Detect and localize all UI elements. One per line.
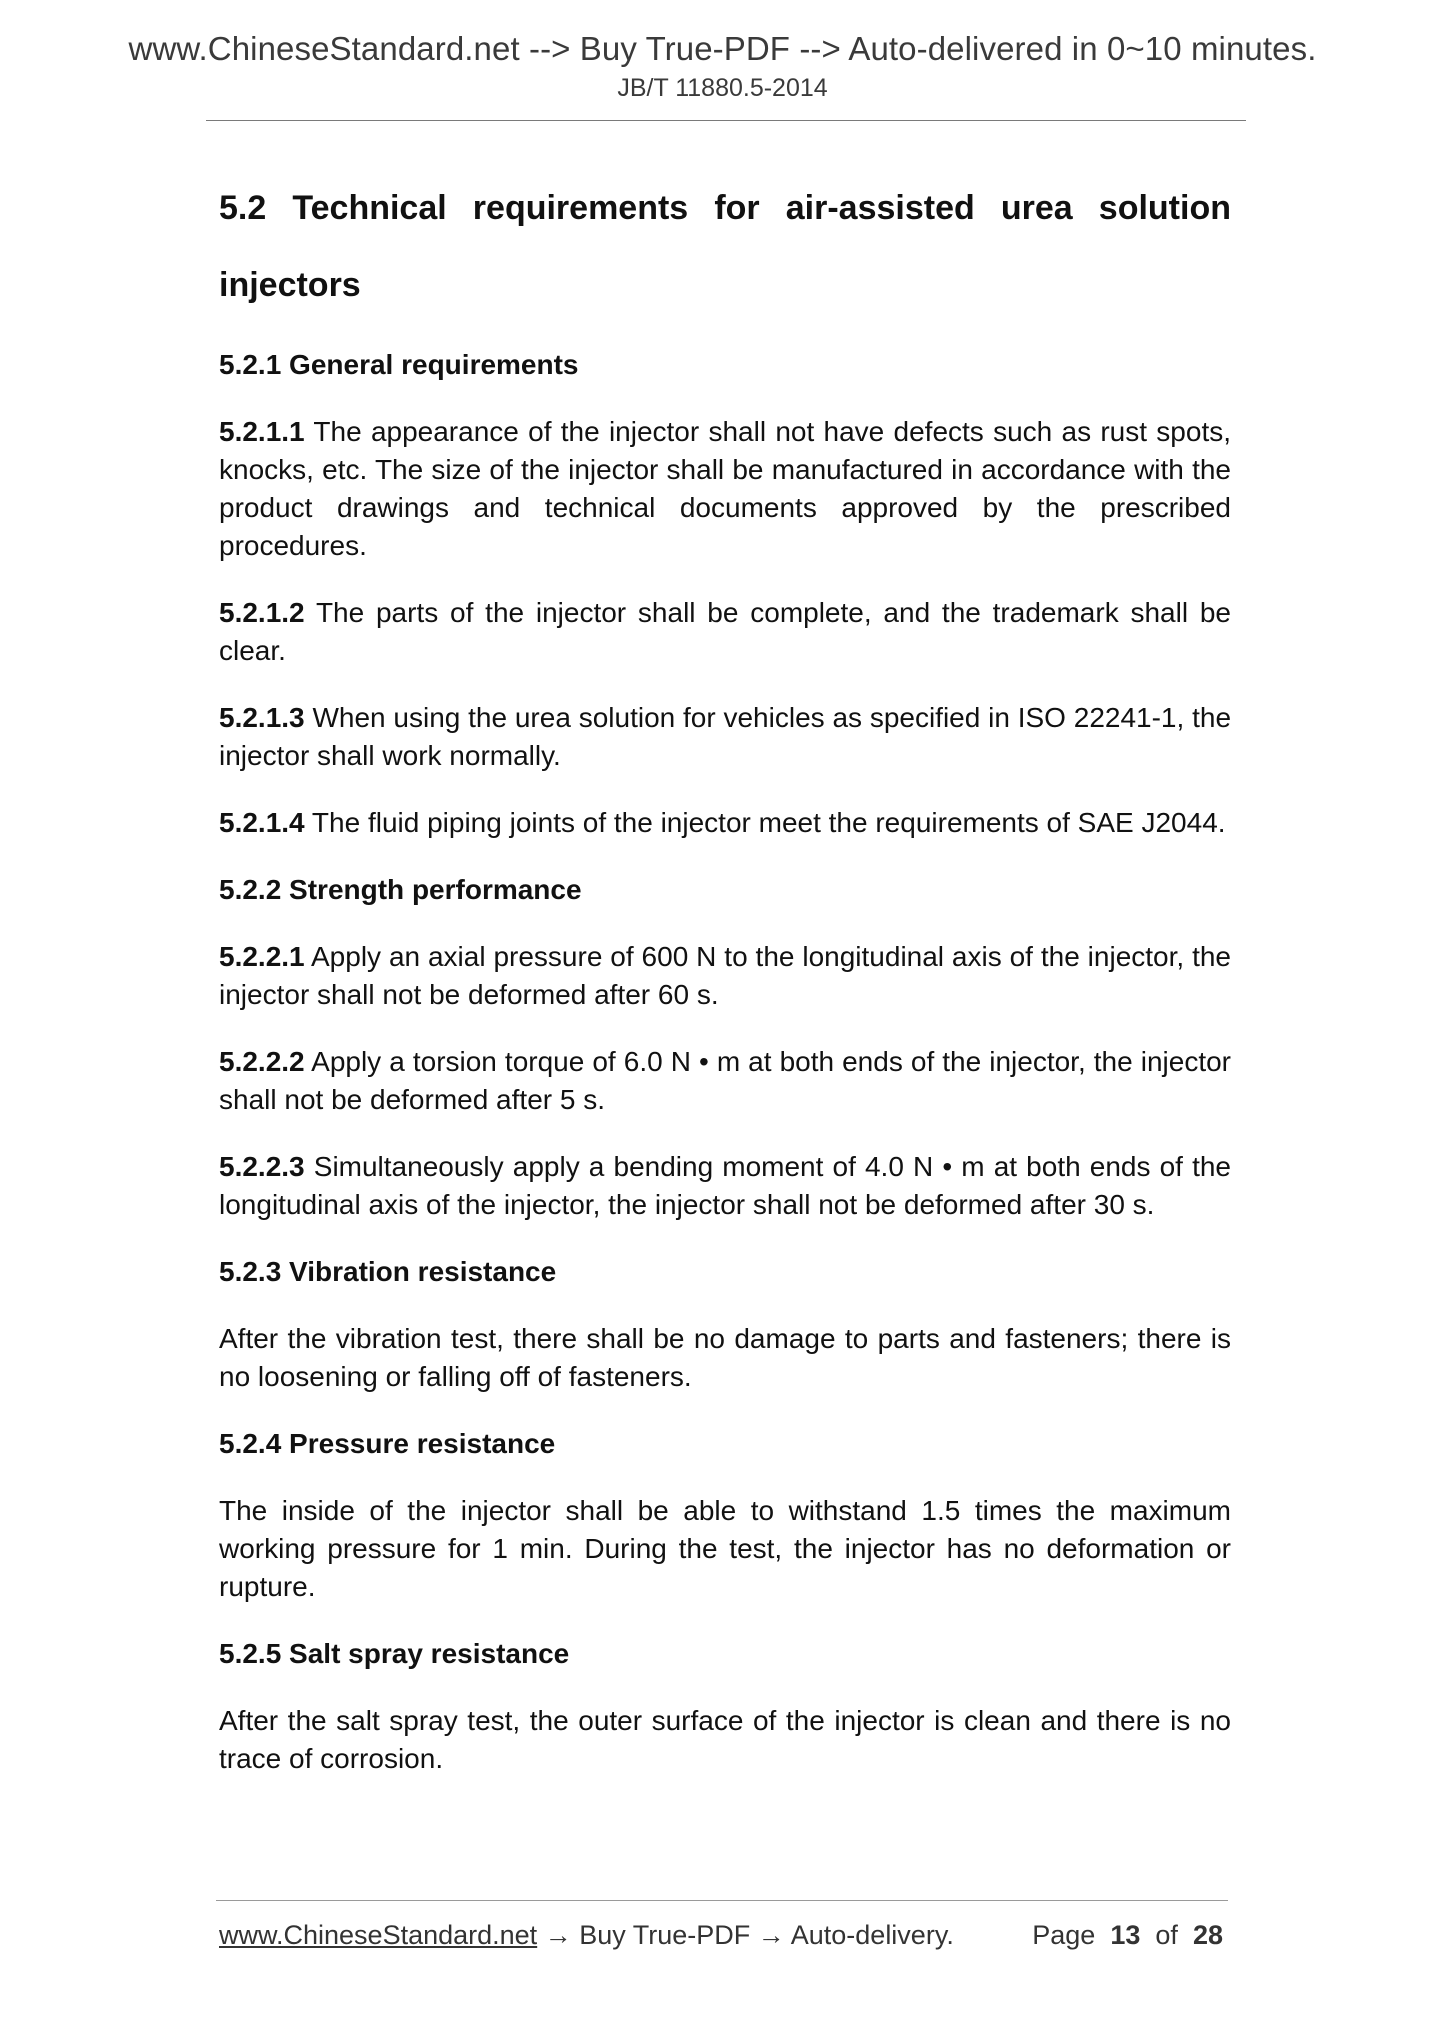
clause-text: The fluid piping joints of the injector meet the requirements of SAE J2044. [311,807,1226,838]
top-banner: www.ChineseStandard.net --> Buy True-PDF --> Auto-delivered in 0~10 minutes. [128,30,1317,67]
page-indicator [1032,1920,1223,1951]
clause-number: 5.2.2.3 [219,1151,305,1182]
section-title: 5.2 Technical requirements for air-assisted urea solution injectors [219,189,1231,304]
footer-divider [216,1900,1228,1901]
clause-text: When using the urea solution for vehicles as specified in ISO 22241-1, the injector shall work normally. [219,702,1232,771]
clause-text: Simultaneously apply a bending moment of 4.0 N • m at both ends of the longitudinal axis of the injector, the injector shall not be deformed after 30 s. [219,1151,1232,1220]
clause-number: 5.2.2.1 [219,941,305,972]
heading-5-2-1: 5.2.1 General requirements [219,349,579,380]
heading-5-2-2: 5.2.2 Strength performance [219,874,582,905]
clause-number: 5.2.1.1 [219,416,305,447]
clause-text: Apply a torsion torque of 6.0 N • m at both ends of the injector, the injector shall not be deformed after 5 s. [219,1046,1231,1115]
clause-5-2-2-1 [219,938,1231,1014]
clause-5-2-1-4 [219,804,1231,842]
clause-5-2-2-3 [219,1148,1231,1224]
heading-5-2-3: 5.2.3 Vibration resistance [219,1256,557,1287]
paragraph-5-2-3: After the vibration test, there shall be no damage to parts and fasteners; there is no loosening or falling off of fasteners. [219,1323,1231,1392]
clause-number: 5.2.1.3 [219,702,305,733]
clause-5-2-1-2 [219,594,1231,670]
clause-number: 5.2.1.4 [219,807,305,838]
clause-text: The appearance of the injector shall not have defects such as rust spots, knocks, etc. The size of the injector shall be manufactured in accordance with the product drawings and technical documents approved by the prescribed procedures. [219,416,1232,561]
footer-promo-text: → Buy True-PDF → Auto-delivery. [537,1920,954,1950]
clause-5-2-1-3 [219,699,1231,775]
clause-5-2-1-1 [219,413,1231,565]
page-label: Page [1032,1920,1096,1950]
page-current: 13 [1110,1920,1141,1950]
clause-text: Apply an axial pressure of 600 N to the longitudinal axis of the injector, the injector shall not be deformed after 60 s. [219,941,1232,1010]
standard-code: JB/T 11880.5-2014 [617,74,828,102]
document-body [219,170,1231,1807]
heading-5-2-4: 5.2.4 Pressure resistance [219,1428,556,1459]
clause-number: 5.2.2.2 [219,1046,305,1077]
page-total: 28 [1192,1920,1223,1950]
heading-5-2-5: 5.2.5 Salt spray resistance [219,1638,570,1669]
clause-5-2-2-2 [219,1043,1231,1119]
header-divider [206,120,1246,121]
clause-text: The parts of the injector shall be complete, and the trademark shall be clear. [219,597,1232,666]
paragraph-5-2-4: The inside of the injector shall be able to withstand 1.5 times the maximum working pressure for 1 min. During the test, the injector has no deformation or rupture. [219,1495,1231,1602]
footer-promo [219,1920,954,1951]
paragraph-5-2-5: After the salt spray test, the outer surface of the injector is clean and there is no trace of corrosion. [219,1705,1231,1774]
footer-site-link[interactable]: www.ChineseStandard.net [219,1920,538,1950]
page-of-label: of [1155,1920,1178,1950]
clause-number: 5.2.1.2 [219,597,305,628]
